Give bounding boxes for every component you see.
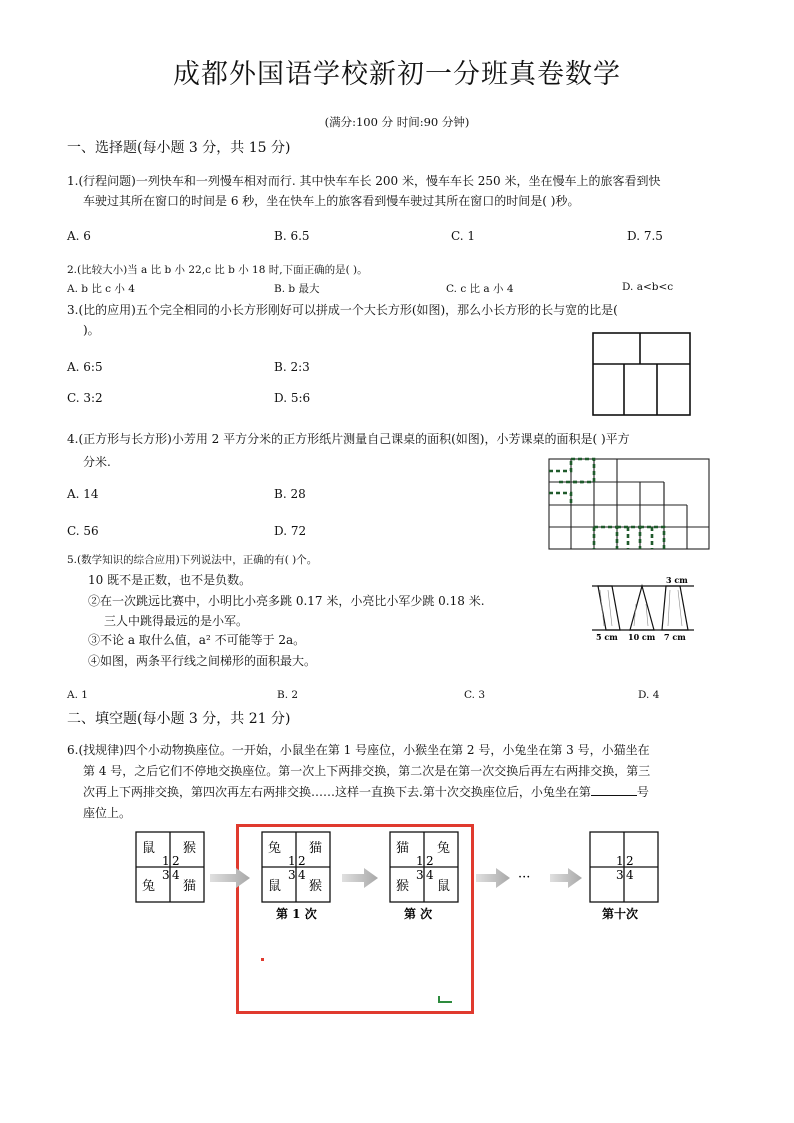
q3-option-c: C. 3:2 xyxy=(67,391,103,405)
q3-option-b: B. 2:3 xyxy=(274,360,310,374)
bottom-length-label-1: 5 cm xyxy=(596,632,618,642)
q5-option-c: C. 3 xyxy=(464,689,486,701)
grid3-seat-3: 3 xyxy=(416,868,424,882)
grid2-cell-2: 猫 xyxy=(309,841,323,856)
q4-option-b: B. 28 xyxy=(274,487,306,501)
arrow-right-icon xyxy=(210,868,250,888)
grid1-seat-3: 3 xyxy=(162,868,170,882)
grid2-cell-4: 猴 xyxy=(309,879,323,894)
q2-option-d: D. a<b<c xyxy=(622,281,674,293)
question-6-line-4: 座位上。 xyxy=(83,806,132,820)
grid2-cell-1: 兔 xyxy=(268,841,282,856)
q1-option-b: B. 6.5 xyxy=(274,229,310,243)
question-5: 5.(数学知识的综合应用)下列说法中，正确的有( )个。 xyxy=(67,554,318,566)
grid4-seat-1: 1 xyxy=(616,854,624,868)
grid4-seat-4: 4 xyxy=(626,868,634,882)
red-mark-dot xyxy=(261,958,264,961)
seat-swap-diagram xyxy=(128,826,668,926)
q1-option-c: C. 1 xyxy=(451,229,476,243)
grid3-seat-4: 4 xyxy=(426,868,434,882)
grid1-cell-1: 鼠 xyxy=(142,841,156,856)
q5-option-b: B. 2 xyxy=(277,689,299,701)
bottom-length-label-3: 7 cm xyxy=(664,632,686,642)
q2-option-a: A. b 比 c 小 4 xyxy=(67,283,135,295)
arrow-right-icon xyxy=(550,868,582,888)
q2-option-c: C. c 比 a 小 4 xyxy=(446,283,514,295)
grid3-seat-2: 2 xyxy=(426,854,434,868)
grid3-seat-1: 1 xyxy=(416,854,424,868)
grid1-cell-3: 兔 xyxy=(142,879,156,894)
grid1-seat-4: 4 xyxy=(172,868,180,882)
answer-blank[interactable] xyxy=(591,783,637,796)
grid4-seat-3: 3 xyxy=(616,868,624,882)
q4-option-a: A. 14 xyxy=(67,487,99,501)
q5-statement-2b: 三人中跳得最远的是小军。 xyxy=(104,614,249,628)
q5-statement-4: ④如图，两条平行线之间梯形的面积最大。 xyxy=(88,654,317,668)
q2-option-b: B. b 最大 xyxy=(274,283,320,295)
grid3-cell-2: 兔 xyxy=(437,841,451,856)
grid2-seat-4: 4 xyxy=(298,868,306,882)
grid4-caption: 第十次 xyxy=(602,907,639,921)
question-6-line-1: 6.(找规律)四个小动物换座位。一开始，小鼠坐在第 1 号座位，小猴坐在第 2 号，小兔坐在第 3 号，小猫坐在 xyxy=(67,743,650,757)
grid4-seat-2: 2 xyxy=(626,854,634,868)
q5-statement-1: 10 既不是正数，也不是负数。 xyxy=(88,573,252,587)
question-6-line-3-text: 次再上下两排交换，第四次再左右两排交换……这样一直换下去.第十次交换座位后，小兔坐在第 xyxy=(83,785,591,799)
grid1-seat-1: 1 xyxy=(162,854,170,868)
question-6-line-3-end: 号 xyxy=(636,785,649,799)
ellipsis: ··· xyxy=(518,870,531,885)
section-heading-fill: 二、填空题(每小题 3 分，共 21 分) xyxy=(67,711,291,727)
q1-option-a: A. 6 xyxy=(67,229,91,243)
desk-grid-figure xyxy=(547,457,712,553)
grid3-cell-4: 鼠 xyxy=(437,879,451,894)
exam-info: (满分:100 分 时间:90 分钟) xyxy=(324,115,470,129)
grid1-cell-2: 猴 xyxy=(183,841,197,856)
question-3-line-2: )。 xyxy=(83,323,100,337)
question-4-line-1: 4.(正方形与长方形)小芳用 2 平方分米的正方形纸片测量自己课桌的面积(如图)，小芳课桌的面积是( )平方 xyxy=(67,432,630,446)
seat-grid-swap-10 xyxy=(590,832,658,921)
seat-grid-swap-2 xyxy=(390,832,458,921)
grid3-caption: 第 次 xyxy=(404,907,433,921)
grid2-caption: 第 1 次 xyxy=(276,907,317,921)
rectangle-tiling-figure xyxy=(590,330,694,418)
arrow-right-icon xyxy=(342,868,378,888)
parallel-lines-figure xyxy=(590,574,698,644)
bottom-length-label-2: 10 cm xyxy=(628,632,656,642)
q3-option-d: D. 5:6 xyxy=(274,391,311,405)
question-2: 2.(比较大小)当 a 比 b 小 22,c 比 b 小 18 时,下面正确的是( )。 xyxy=(67,264,368,276)
seat-grid-initial xyxy=(136,832,204,902)
question-3-line-1: 3.(比的应用)五个完全相同的小长方形刚好可以拼成一个大长方形(如图)，那么小长方形的长与宽的比是( xyxy=(67,303,618,317)
q5-statement-2a: ②在一次跳远比赛中，小明比小亮多跳 0.17 米，小亮比小军少跳 0.18 米. xyxy=(88,594,485,608)
grid3-cell-3: 猴 xyxy=(396,879,410,894)
grid3-cell-1: 猫 xyxy=(396,841,410,856)
section-heading-choice: 一、选择题(每小题 3 分，共 15 分) xyxy=(67,140,291,156)
question-1-line-1: 1.(行程问题)一列快车和一列慢车相对而行. 其中快车车长 200 米，慢车车长 250 米，坐在慢车上的旅客看到快 xyxy=(67,174,661,188)
arrow-right-icon xyxy=(476,868,510,888)
seat-grid-swap-1 xyxy=(262,832,330,921)
page-title: 成都外国语学校新初一分班真卷数学 xyxy=(173,59,621,90)
grid2-seat-3: 3 xyxy=(288,868,296,882)
top-length-label: 3 cm xyxy=(666,575,688,585)
grid2-seat-2: 2 xyxy=(298,854,306,868)
q4-option-c: C. 56 xyxy=(67,524,99,538)
q5-option-d: D. 4 xyxy=(638,689,660,701)
question-6-line-2: 第 4 号，之后它们不停地交换座位。第一次上下两排交换，第二次是在第一次交换后再左右两排交换，第三 xyxy=(83,764,651,778)
grid1-seat-2: 2 xyxy=(172,854,180,868)
q4-option-d: D. 72 xyxy=(274,524,307,538)
grid2-cell-3: 鼠 xyxy=(268,879,282,894)
q3-option-a: A. 6:5 xyxy=(67,360,103,374)
grid2-seat-1: 1 xyxy=(288,854,296,868)
q5-statement-3: ③不论 a 取什么值，a² 不可能等于 2a。 xyxy=(88,633,306,647)
question-4-line-2: 分米. xyxy=(83,455,111,469)
question-1-line-2: 车驶过其所在窗口的时间是 6 秒，坐在快车上的旅客看到慢车驶过其所在窗口的时间是( )秒。 xyxy=(83,194,580,208)
q1-option-d: D. 7.5 xyxy=(627,229,663,243)
question-6-line-3 xyxy=(83,782,649,803)
q5-option-a: A. 1 xyxy=(67,689,88,701)
grid1-cell-4: 猫 xyxy=(183,879,197,894)
green-mark xyxy=(438,996,452,1003)
